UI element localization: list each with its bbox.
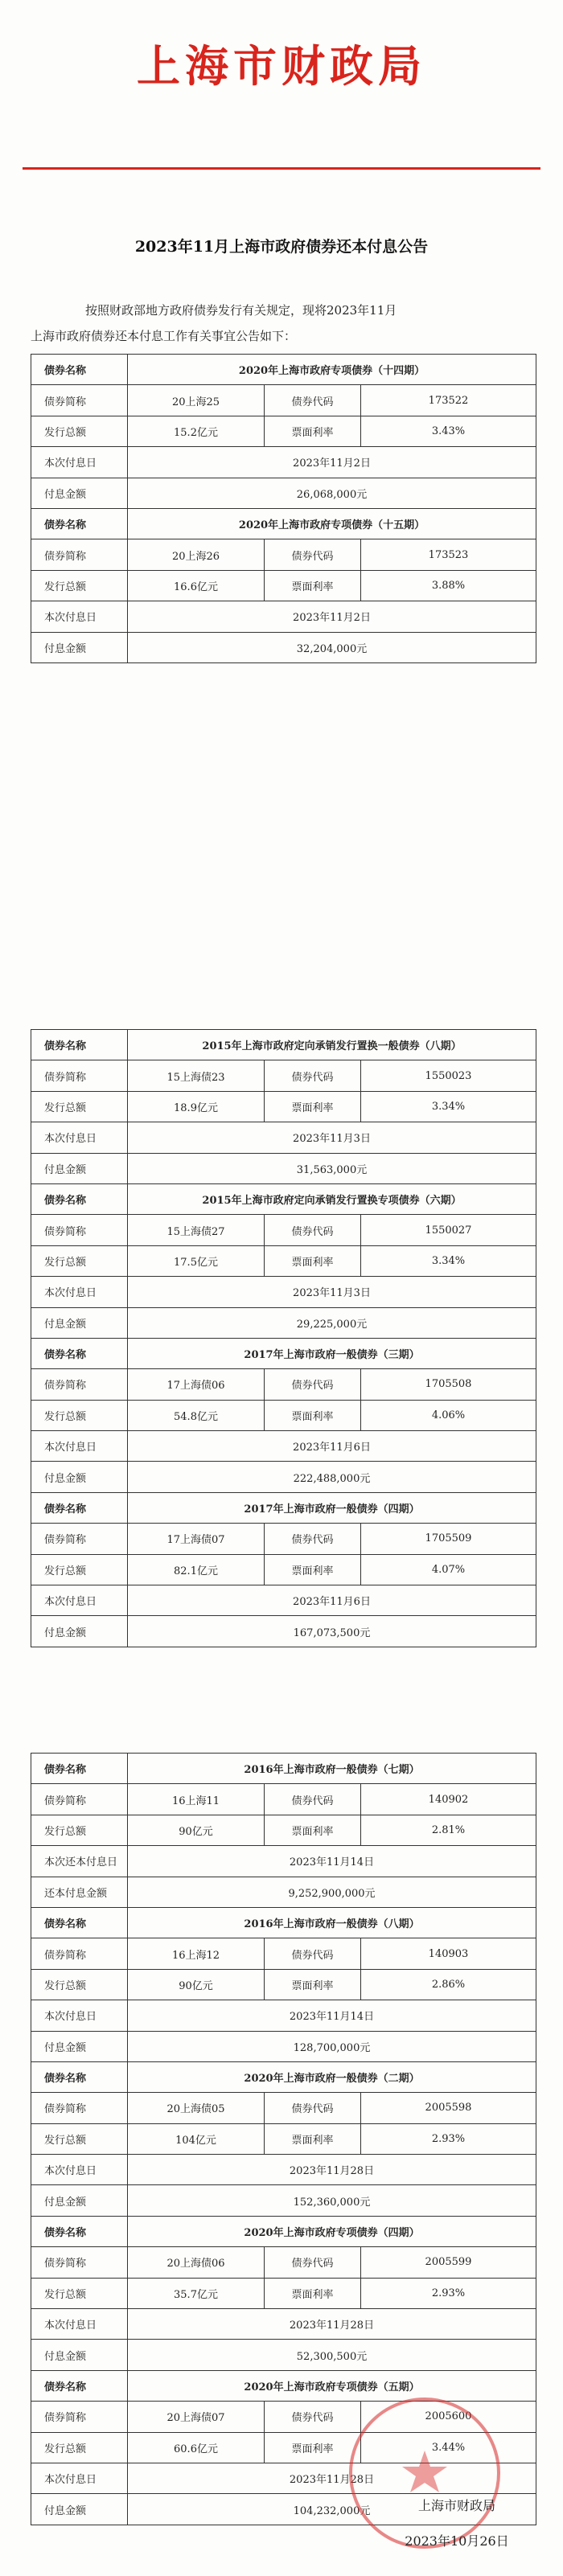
bond-rate-label: 票面利率 — [265, 1969, 361, 2000]
bond-amount: 128,700,000元 — [128, 2031, 536, 2061]
bond-code: 173522 — [361, 385, 536, 416]
bond-total: 82.1亿元 — [128, 1554, 265, 1585]
bond-amount-row — [31, 1616, 536, 1647]
bond-short: 15上海债27 — [128, 1215, 265, 1245]
bond-name: 2020年上海市政府一般债券（二期） — [128, 2061, 536, 2092]
bond-date-label: 本次付息日 — [31, 1277, 128, 1307]
bond-total-label: 发行总额 — [31, 2432, 128, 2463]
bond-name: 2016年上海市政府一般债券（七期） — [128, 1754, 536, 1784]
bond-rate: 3.34% — [361, 1245, 536, 1276]
bond-total-row — [31, 1554, 536, 1585]
bond-name-row — [31, 508, 536, 539]
bond-name-label: 债券名称 — [31, 1754, 128, 1784]
bond-short: 15上海债23 — [128, 1060, 265, 1091]
bond-code: 140902 — [361, 1784, 536, 1815]
bond-date: 2023年11月28日 — [128, 2309, 536, 2340]
bond-date: 2023年11月14日 — [128, 2000, 536, 2031]
bond-date-row — [31, 1431, 536, 1462]
bond-date-row — [31, 447, 536, 478]
bond-name-label: 债券名称 — [31, 2370, 128, 2401]
bond-amount: 167,073,500元 — [128, 1616, 536, 1647]
bond-name-row — [31, 2216, 536, 2246]
bond-total: 90亿元 — [128, 1969, 265, 2000]
bond-date-label: 本次还本付息日 — [31, 1846, 128, 1877]
bond-amount: 26,068,000元 — [128, 478, 536, 508]
bond-rate: 4.06% — [361, 1400, 536, 1430]
bond-date: 2023年11月28日 — [128, 2463, 536, 2493]
bond-date: 2023年11月3日 — [128, 1277, 536, 1307]
bond-short-row — [31, 385, 536, 416]
intro-paragraph — [31, 297, 537, 349]
bond-short-row — [31, 1369, 536, 1400]
bond-rate-label: 票面利率 — [265, 570, 361, 601]
bond-amount-row — [31, 2340, 536, 2370]
bond-name-row — [31, 355, 536, 385]
bond-amount-label: 付息金额 — [31, 1307, 128, 1338]
bond-name-row — [31, 2061, 536, 2092]
bond-total-row — [31, 1815, 536, 1845]
bond-name-label: 债券名称 — [31, 2061, 128, 2092]
bond-short-row — [31, 1938, 536, 1969]
bond-total-row — [31, 1400, 536, 1430]
bond-short-label: 债券简称 — [31, 1784, 128, 1815]
bond-short-label: 债券简称 — [31, 1215, 128, 1245]
bond-short-row — [31, 1215, 536, 1245]
bond-name-label: 债券名称 — [31, 1030, 128, 1060]
bond-amount-label: 还本付息金额 — [31, 1877, 128, 1907]
bond-name: 2017年上海市政府一般债券（四期） — [128, 1492, 536, 1523]
bond-total: 60.6亿元 — [128, 2432, 265, 2463]
bond-name-label: 债券名称 — [31, 1338, 128, 1368]
bond-amount-label: 付息金额 — [31, 632, 128, 662]
bond-name: 2020年上海市政府专项债券（五期） — [128, 2370, 536, 2401]
bond-short-label: 债券简称 — [31, 385, 128, 416]
bond-short-row — [31, 1060, 536, 1091]
bond-rate: 2.93% — [361, 2123, 536, 2154]
bond-date-row — [31, 1122, 536, 1153]
bond-date: 2023年11月14日 — [128, 1846, 536, 1877]
bond-total-row — [31, 1245, 536, 1276]
bond-name-row — [31, 1030, 536, 1060]
bond-code: 1550027 — [361, 1215, 536, 1245]
bond-short-label: 债券简称 — [31, 1060, 128, 1091]
bond-rate-label: 票面利率 — [265, 2278, 361, 2308]
bond-total-label: 发行总额 — [31, 1091, 128, 1122]
bond-amount: 31,563,000元 — [128, 1153, 536, 1183]
bond-name-label: 债券名称 — [31, 1907, 128, 1938]
bond-rate-label: 票面利率 — [265, 2432, 361, 2463]
bond-code: 1705508 — [361, 1369, 536, 1400]
bond-amount-row — [31, 1462, 536, 1492]
bond-total-label: 发行总额 — [31, 1969, 128, 2000]
bond-rate: 2.93% — [361, 2278, 536, 2308]
bond-date: 2023年11月2日 — [128, 601, 536, 632]
bond-date-label: 本次付息日 — [31, 2463, 128, 2493]
bond-name-label: 债券名称 — [31, 1492, 128, 1523]
bond-code: 173523 — [361, 539, 536, 570]
bond-date-label: 本次付息日 — [31, 1122, 128, 1153]
bond-date-label: 本次付息日 — [31, 2155, 128, 2185]
bond-date-label: 本次付息日 — [31, 1585, 128, 1616]
bond-short-label: 债券简称 — [31, 539, 128, 570]
bond-code-label: 债券代码 — [265, 1524, 361, 1554]
bond-name-label: 债券名称 — [31, 1183, 128, 1214]
bond-amount-row — [31, 1153, 536, 1183]
bond-code-label: 债券代码 — [265, 1060, 361, 1091]
bond-rate-label: 票面利率 — [265, 1554, 361, 1585]
bond-total: 54.8亿元 — [128, 1400, 265, 1430]
bond-short: 20上海26 — [128, 539, 265, 570]
bond-total-label: 发行总额 — [31, 570, 128, 601]
bond-rate-label: 票面利率 — [265, 2123, 361, 2154]
bond-short: 20上海债05 — [128, 2093, 265, 2123]
bond-table — [31, 1029, 536, 1647]
bond-name-label: 债券名称 — [31, 508, 128, 539]
document-title: 2023年11月上海市政府债券还本付息公告 — [134, 238, 429, 256]
bond-code-label: 债券代码 — [265, 1215, 361, 1245]
bond-short: 16上海11 — [128, 1784, 265, 1815]
bond-amount-label: 付息金额 — [31, 2340, 128, 2370]
bond-rate: 3.34% — [361, 1091, 536, 1122]
bond-name: 2017年上海市政府一般债券（三期） — [128, 1338, 536, 1368]
bond-date: 2023年11月6日 — [128, 1585, 536, 1616]
bond-name-row — [31, 2370, 536, 2401]
bond-amount-row — [31, 632, 536, 662]
bond-amount-label: 付息金额 — [31, 1153, 128, 1183]
bond-short: 17上海债07 — [128, 1524, 265, 1554]
bond-rate-label: 票面利率 — [265, 1815, 361, 1845]
bond-short-row — [31, 1784, 536, 1815]
bond-date-label: 本次付息日 — [31, 2000, 128, 2031]
bond-amount: 29,225,000元 — [128, 1307, 536, 1338]
bond-code-label: 债券代码 — [265, 1938, 361, 1969]
bond-amount-label: 付息金额 — [31, 1462, 128, 1492]
bond-rate-label: 票面利率 — [265, 1400, 361, 1430]
bond-code: 1550023 — [361, 1060, 536, 1091]
bond-code-label: 债券代码 — [265, 1369, 361, 1400]
bond-short-row — [31, 539, 536, 570]
bond-total-label: 发行总额 — [31, 1554, 128, 1585]
bond-date-label: 本次付息日 — [31, 601, 128, 632]
bond-amount: 52,300,500元 — [128, 2340, 536, 2370]
bond-code-label: 债券代码 — [265, 385, 361, 416]
bond-rate: 3.43% — [361, 416, 536, 446]
bond-short-row — [31, 2093, 536, 2123]
bond-date-label: 本次付息日 — [31, 447, 128, 478]
signature-block — [376, 2488, 537, 2559]
bond-amount-label: 付息金额 — [31, 2185, 128, 2216]
bond-amount-label: 付息金额 — [31, 478, 128, 508]
bond-short-label: 债券简称 — [31, 1369, 128, 1400]
bond-name-row — [31, 1492, 536, 1523]
bond-amount-label: 付息金额 — [31, 1616, 128, 1647]
bond-name-row — [31, 1907, 536, 1938]
bond-date-row — [31, 1277, 536, 1307]
bond-short-label: 债券简称 — [31, 2247, 128, 2278]
bond-short: 17上海债06 — [128, 1369, 265, 1400]
bond-amount: 152,360,000元 — [128, 2185, 536, 2216]
bond-total-label: 发行总额 — [31, 1815, 128, 1845]
bond-total-label: 发行总额 — [31, 1245, 128, 1276]
bond-date-row — [31, 2000, 536, 2031]
masthead: 上海市财政局 — [137, 41, 426, 92]
bond-total: 104亿元 — [128, 2123, 265, 2154]
bond-amount-row — [31, 1877, 536, 1907]
bond-date-row — [31, 1846, 536, 1877]
bond-code-label: 债券代码 — [265, 2247, 361, 2278]
bond-rate: 3.44% — [361, 2432, 536, 2463]
bond-total-row — [31, 2278, 536, 2308]
bond-date-row — [31, 1585, 536, 1616]
bond-date-label: 本次付息日 — [31, 2309, 128, 2340]
bond-date: 2023年11月2日 — [128, 447, 536, 478]
bond-total-row — [31, 2123, 536, 2154]
bond-code-label: 债券代码 — [265, 1784, 361, 1815]
bond-short-row — [31, 2247, 536, 2278]
bond-name: 2015年上海市政府定向承销发行置换一般债券（八期） — [128, 1030, 536, 1060]
bond-name: 2020年上海市政府专项债券（十五期） — [128, 508, 536, 539]
bond-amount-label: 付息金额 — [31, 2031, 128, 2061]
bond-rate-label: 票面利率 — [265, 1091, 361, 1122]
bond-total-label: 发行总额 — [31, 1400, 128, 1430]
bond-rate-label: 票面利率 — [265, 1245, 361, 1276]
bond-total-row — [31, 416, 536, 446]
bond-short: 20上海债06 — [128, 2247, 265, 2278]
bond-rate: 2.81% — [361, 1815, 536, 1845]
red-divider — [23, 167, 540, 170]
bond-name: 2015年上海市政府定向承销发行置换专项债券（六期） — [128, 1183, 536, 1214]
bond-total-label: 发行总额 — [31, 2123, 128, 2154]
bond-short-label: 债券简称 — [31, 2093, 128, 2123]
bond-date: 2023年11月28日 — [128, 2155, 536, 2185]
bond-code: 2005598 — [361, 2093, 536, 2123]
bond-total: 90亿元 — [128, 1815, 265, 1845]
bond-short-label: 债券简称 — [31, 2402, 128, 2432]
bond-amount-row — [31, 1307, 536, 1338]
bond-short: 20上海债07 — [128, 2402, 265, 2432]
bond-name-label: 债券名称 — [31, 2216, 128, 2246]
bond-amount: 222,488,000元 — [128, 1462, 536, 1492]
bond-code: 1705509 — [361, 1524, 536, 1554]
bond-code-label: 债券代码 — [265, 2093, 361, 2123]
bond-short: 16上海12 — [128, 1938, 265, 1969]
bond-rate-label: 票面利率 — [265, 416, 361, 446]
bond-date: 2023年11月3日 — [128, 1122, 536, 1153]
bond-total: 16.6亿元 — [128, 570, 265, 601]
bond-rate: 3.88% — [361, 570, 536, 601]
signature-org: 上海市财政局 — [417, 2498, 495, 2513]
intro-line-1: 按照财政部地方政府债券发行有关规定，现将2023年11月 — [85, 303, 397, 318]
bond-amount: 32,204,000元 — [128, 632, 536, 662]
bond-short: 20上海25 — [128, 385, 265, 416]
bond-short-row — [31, 1524, 536, 1554]
intro-line-2: 上海市政府债券还本付息工作有关事宜公告如下： — [31, 329, 297, 343]
bond-name: 2020年上海市政府专项债券（四期） — [128, 2216, 536, 2246]
bond-code: 2005600 — [361, 2402, 536, 2432]
bond-name-row — [31, 1183, 536, 1214]
bond-total: 17.5亿元 — [128, 1245, 265, 1276]
bond-total: 18.9亿元 — [128, 1091, 265, 1122]
bond-code-label: 债券代码 — [265, 539, 361, 570]
bond-date-row — [31, 601, 536, 632]
bond-code: 2005599 — [361, 2247, 536, 2278]
bond-date-row — [31, 2309, 536, 2340]
bond-code: 140903 — [361, 1938, 536, 1969]
bond-total: 15.2亿元 — [128, 416, 265, 446]
bond-amount-label: 付息金额 — [31, 2494, 128, 2525]
bond-total-row — [31, 570, 536, 601]
signature-date: 2023年10月26日 — [405, 2533, 509, 2549]
bond-amount-row — [31, 478, 536, 508]
bond-amount: 9,252,900,000元 — [128, 1877, 536, 1907]
bond-name-row — [31, 1338, 536, 1368]
bond-total-label: 发行总额 — [31, 416, 128, 446]
bond-date: 2023年11月6日 — [128, 1431, 536, 1462]
bond-total-row — [31, 1969, 536, 2000]
bond-total-row — [31, 1091, 536, 1122]
bond-short-label: 债券简称 — [31, 1524, 128, 1554]
bond-total-label: 发行总额 — [31, 2278, 128, 2308]
bond-name: 2020年上海市政府专项债券（十四期） — [128, 355, 536, 385]
bond-name-row — [31, 1754, 536, 1784]
bond-amount: 104,232,000元 — [128, 2494, 536, 2525]
bond-table — [31, 354, 536, 663]
bond-rate: 4.07% — [361, 1554, 536, 1585]
bond-total: 35.7亿元 — [128, 2278, 265, 2308]
bond-name: 2016年上海市政府一般债券（八期） — [128, 1907, 536, 1938]
bond-short-label: 债券简称 — [31, 1938, 128, 1969]
bond-amount-row — [31, 2185, 536, 2216]
bond-amount-row — [31, 2031, 536, 2061]
bond-date-row — [31, 2155, 536, 2185]
bond-code-label: 债券代码 — [265, 2402, 361, 2432]
bond-date-label: 本次付息日 — [31, 1431, 128, 1462]
bond-rate: 2.86% — [361, 1969, 536, 2000]
bond-name-label: 债券名称 — [31, 355, 128, 385]
